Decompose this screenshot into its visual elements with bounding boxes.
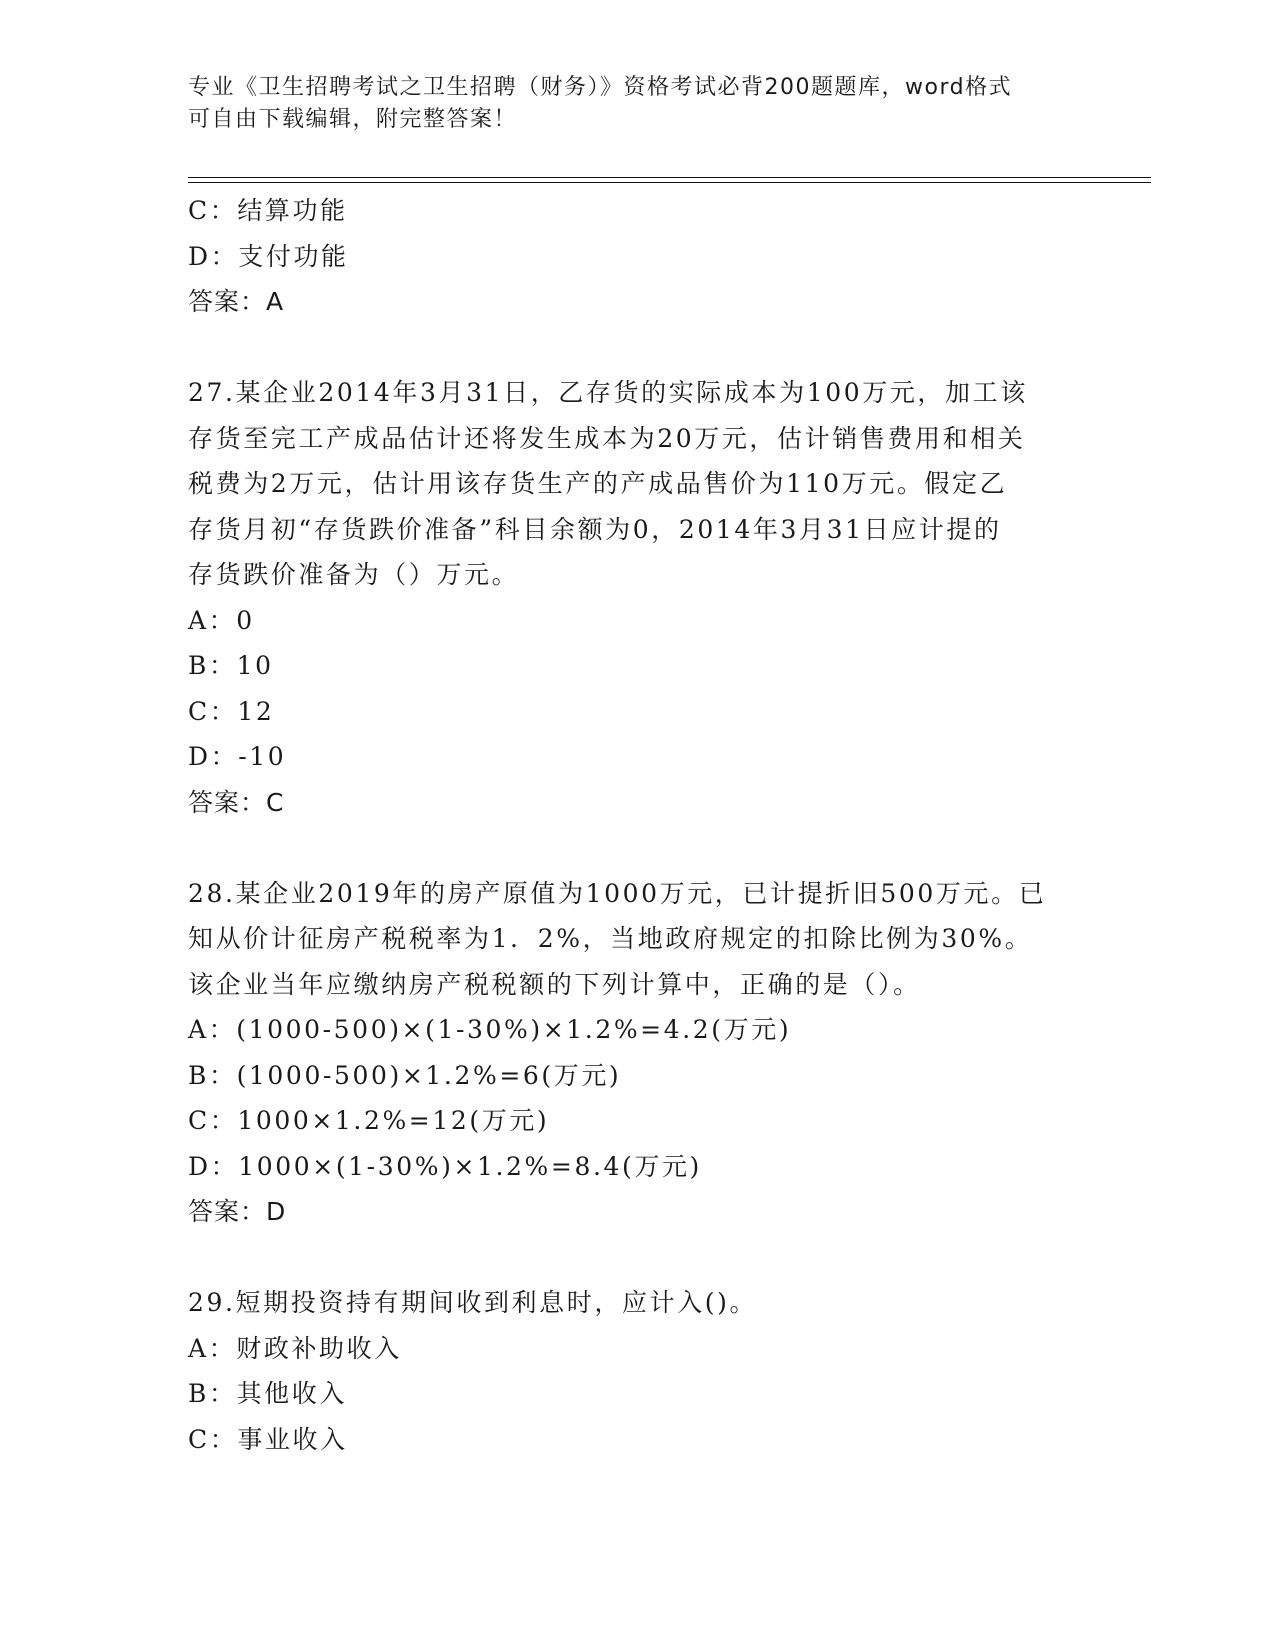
option-d: D：支付功能 [188, 241, 349, 271]
previous-question-tail [188, 188, 1078, 325]
question-29 [188, 1280, 1078, 1462]
header-line-2: 可自由下载编辑，附完整答案！ [188, 107, 518, 132]
spacer [188, 1235, 1078, 1281]
document-body [188, 188, 1078, 1462]
question-text-line: 该企业当年应缴纳房产税税额的下列计算中，正确的是（）。 [188, 969, 921, 999]
question-text-line: 知从价计征房产税税率为1．2%，当地政府规定的扣除比例为30%。 [188, 924, 1033, 953]
document-header [188, 72, 1088, 136]
question-text-line: 存货月初“存货跌价准备”科目余额为0，2014年3月31日应计提的 [188, 514, 1002, 544]
question-27 [188, 370, 1078, 825]
question-text-line: 28.某企业2019年的房产原值为1000万元，已计提折旧500万元。已 [188, 878, 1047, 908]
option-d: D：-10 [188, 742, 287, 771]
option-b: B：其他收入 [188, 1379, 347, 1408]
option-c: C：1000×1.2%=12(万元) [188, 1106, 550, 1135]
question-text-line: 存货至完工产成品估计还将发生成本为20万元，估计销售费用和相关 [188, 423, 1026, 453]
question-text-line: 税费为2万元，估计用该存货生产的产成品售价为110万元。假定乙 [188, 469, 1008, 498]
option-b: B：(1000-500)×1.2%=6(万元) [188, 1060, 622, 1090]
answer-line: 答案：D [188, 1197, 287, 1226]
header-divider [188, 177, 1151, 183]
question-28 [188, 871, 1078, 1235]
spacer [188, 825, 1078, 871]
question-text-line: 存货跌价准备为（）万元。 [188, 560, 520, 589]
option-d: D：1000×(1-30%)×1.2%=8.4(万元) [188, 1151, 702, 1181]
question-text-line: 27.某企业2014年3月31日，乙存货的实际成本为100万元，加工该 [188, 378, 1028, 407]
option-c: C：12 [188, 696, 275, 726]
question-text-line: 29.短期投资持有期间收到利息时，应计入()。 [188, 1288, 758, 1317]
option-a: A：财政补助收入 [188, 1333, 402, 1363]
option-c: C：结算功能 [188, 196, 348, 225]
header-line-1: 专业《卫生招聘考试之卫生招聘（财务）》资格考试必背200题题库，word格式 [188, 75, 1013, 100]
option-b: B：10 [188, 651, 274, 680]
option-a: A：0 [188, 605, 255, 635]
option-c: C：事业收入 [188, 1424, 348, 1454]
option-a: A：(1000-500)×(1-30%)×1.2%=4.2(万元) [188, 1015, 792, 1044]
answer-line: 答案：C [188, 787, 285, 817]
spacer [188, 325, 1078, 371]
answer-line: 答案：A [188, 287, 285, 316]
